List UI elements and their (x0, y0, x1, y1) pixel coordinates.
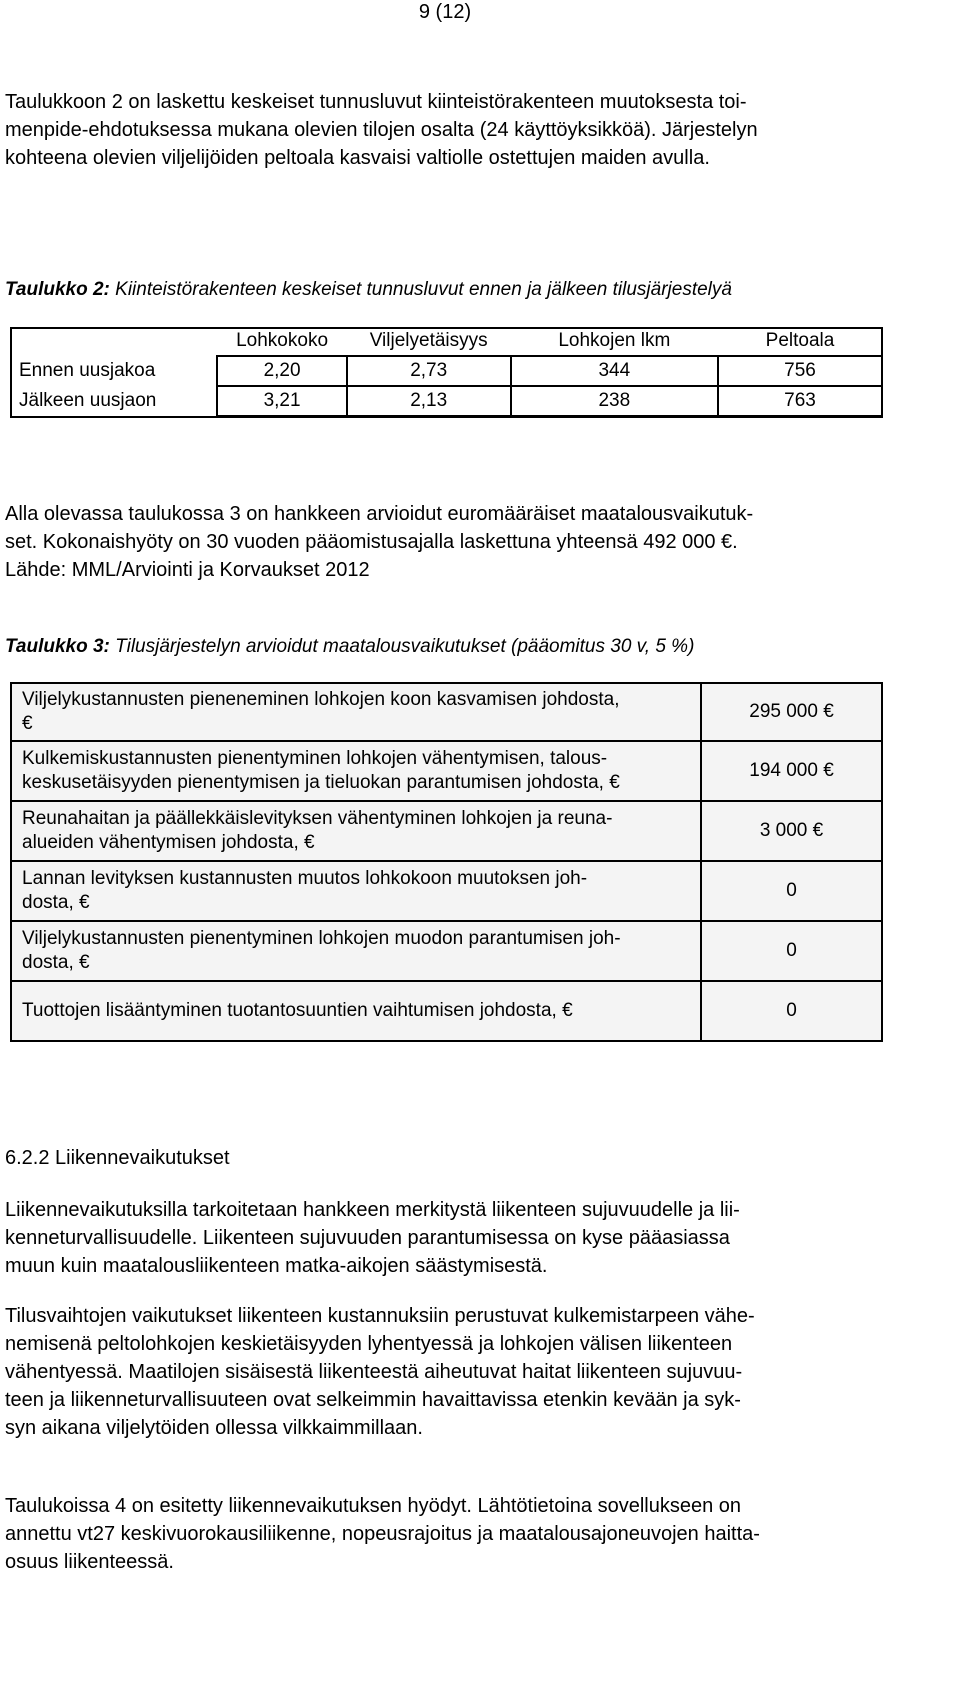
description-cell: Reunahaitan ja päällekkäislevityksen vähentyminen lohkojen ja reuna- alueiden vähentymisen johdosta, € (11, 801, 701, 861)
section-paragraph-1 (5, 1196, 885, 1280)
column-header: Lohkojen lkm (558, 330, 671, 351)
text-line: nemisenä peltolohkojen keskietäisyyden lyhentyessä ja lohkojen välisen liikenteen (5, 1333, 733, 1355)
table3-caption (5, 635, 885, 659)
text-line: vähentyessä. Maatilojen sisäisestä liikenteestä aiheutuvat haitat liikenteen sujuvuu- (5, 1361, 743, 1383)
section-heading: 6.2.2 Liikennevaikutukset (5, 1147, 230, 1169)
description-cell: Lannan levityksen kustannusten muutos lohkokoon muutoksen joh- dosta, € (11, 861, 701, 921)
text-line: muun kuin maatalousliikenteen matka-aikojen säästymisestä. (5, 1255, 548, 1277)
text-line: Tilusvaihtojen vaikutukset liikenteen kustannuksiin perustuvat kulkemistarpeen vähe- (5, 1305, 755, 1327)
section-paragraph-2 (5, 1302, 885, 1442)
row-label: Jälkeen uusjaon (19, 390, 157, 411)
text-line: annettu vt27 keskivuorokausiliikenne, nopeusrajoitus ja maatalousajoneuvojen haitta- (5, 1523, 760, 1545)
table-row (11, 921, 882, 981)
table-cell: 2,13 (347, 386, 511, 416)
table3 (10, 682, 883, 1042)
value-cell: 194 000 € (701, 741, 882, 801)
table-header-row (10, 327, 882, 356)
table-cell: 763 (718, 386, 882, 416)
text-line: Alla olevassa taulukossa 3 on hankkeen arvioidut euromääräiset maatalousvaikutuk- (5, 503, 754, 525)
table-row (10, 356, 882, 386)
text-line: Lähde: MML/Arviointi ja Korvaukset 2012 (5, 559, 370, 581)
table-row (11, 981, 882, 1041)
table-row (11, 801, 882, 861)
description-cell: Tuottojen lisääntyminen tuotantosuuntien vaihtumisen johdosta, € (11, 981, 701, 1041)
paragraph-2 (5, 500, 885, 584)
value-cell: 0 (701, 981, 882, 1041)
intro-paragraph (5, 88, 885, 172)
column-header: Peltoala (765, 330, 835, 351)
caption-label: Taulukko 3: (5, 636, 110, 657)
table-cell: 3,21 (217, 386, 346, 416)
text-line: teen ja liikenneturvallisuuteen ovat selkeimmin havaittavissa etenkin kevään ja syk- (5, 1389, 741, 1411)
caption-label: Taulukko 2: (5, 279, 110, 300)
text-line: Taulukkoon 2 on laskettu keskeiset tunnusluvut kiinteistörakenteen muutoksesta toi- (5, 91, 747, 113)
row-label: Ennen uusjakoa (19, 360, 156, 381)
table-cell: 2,20 (217, 356, 346, 386)
caption-text: Kiinteistörakenteen keskeiset tunnusluvut ennen ja jälkeen tilusjärjestelyä (109, 279, 732, 300)
text-line: osuus liikenteessä. (5, 1551, 174, 1573)
table-row (11, 683, 882, 741)
table-cell: 238 (511, 386, 718, 416)
description-cell: Kulkemiskustannusten pienentyminen lohkojen vähentymisen, talous- keskusetäisyyden pienentymisen ja tieluokan parantumisen johdosta, € (11, 741, 701, 801)
table-cell: 344 (511, 356, 718, 386)
page-number: 9 (12) (418, 1, 472, 23)
table2-caption (5, 278, 885, 302)
text-line: set. Kokonaishyöty on 30 vuoden pääomistusajalla laskettuna yhteensä 492 000 €. (5, 531, 738, 553)
value-cell: 0 (701, 861, 882, 921)
text-line: syn aikana viljelytöiden ollessa vilkkaimmillaan. (5, 1417, 423, 1439)
table-row (11, 741, 882, 801)
caption-text: Tilusjärjestelyn arvioidut maatalousvaikutukset (pääomitus 30 v, 5 %) (109, 636, 695, 657)
section-paragraph-3 (5, 1492, 885, 1576)
text-line: Liikennevaikutuksilla tarkoitetaan hankkeen merkitystä liikenteen sujuvuudelle ja lii- (5, 1199, 740, 1221)
text-line: kohteena olevien viljelijöiden peltoala kasvaisi valtiolle ostettujen maiden avulla. (5, 147, 710, 169)
column-header: Lohkokoko (236, 330, 329, 351)
value-cell: 3 000 € (701, 801, 882, 861)
text-line: Taulukoissa 4 on esitetty liikennevaikutuksen hyödyt. Lähtötietoina sovellukseen on (5, 1495, 742, 1517)
description-cell: Viljelykustannusten pienentyminen lohkojen muodon parantumisen joh- dosta, € (11, 921, 701, 981)
table-row (11, 861, 882, 921)
table-cell: 2,73 (347, 356, 511, 386)
table-cell: 756 (718, 356, 882, 386)
text-line: menpide-ehdotuksessa mukana olevien tilojen osalta (24 käyttöyksikköä). Järjestelyn (5, 119, 758, 141)
value-cell: 295 000 € (701, 683, 882, 741)
value-cell: 0 (701, 921, 882, 981)
table-row (10, 386, 882, 416)
description-cell: Viljelykustannusten pieneneminen lohkojen koon kasvamisen johdosta, € (11, 683, 701, 741)
column-header: Viljelyetäisyys (369, 330, 488, 351)
table2 (10, 327, 883, 417)
text-line: kenneturvallisuudelle. Liikenteen sujuvuuden parantumisessa on kyse pääasiassa (5, 1227, 730, 1249)
